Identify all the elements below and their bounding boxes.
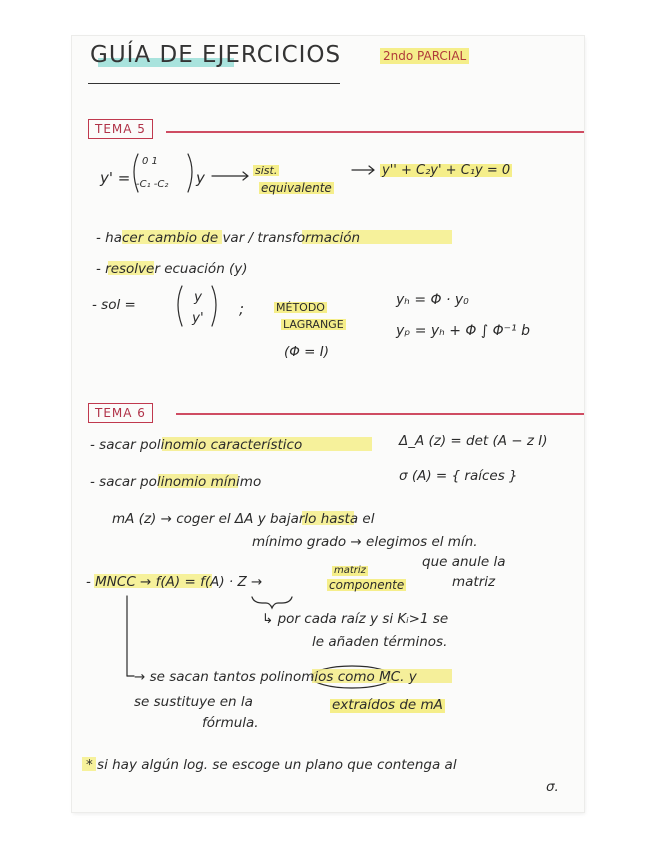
sol-vector-yprime: y' xyxy=(192,310,204,326)
sol-right-paren xyxy=(212,286,216,326)
section-rule-tema5 xyxy=(166,131,584,133)
ma-line-3: que anule la xyxy=(422,554,506,570)
componente-label: componente xyxy=(329,578,405,592)
page-subtitle: 2ndo PARCIAL xyxy=(380,48,469,64)
sol-vector-y: y xyxy=(194,289,202,305)
bullet-solve-eq: - resolver ecuación (y) xyxy=(96,261,248,277)
matrix-right-paren xyxy=(188,154,192,192)
bullet-change-var: - hacer cambio de var / transformación xyxy=(96,230,361,246)
notebook-page xyxy=(72,36,584,812)
section-label-tema6: TEMA 6 xyxy=(88,403,153,423)
title-underline xyxy=(88,83,340,84)
section-label-tema5: TEMA 5 xyxy=(88,119,153,139)
arrow-icon xyxy=(352,166,374,174)
formula-label: fórmula. xyxy=(202,715,259,731)
section-rule-tema6 xyxy=(176,413,584,415)
sol-label: - sol = xyxy=(92,297,136,313)
phi-identity: (Φ = I) xyxy=(284,344,330,360)
rule-line-1: ↳ por cada raíz y si Kᵢ>1 se xyxy=(262,611,449,627)
matrix-row-1: 0 1 xyxy=(142,156,158,167)
log-note-sigma: σ. xyxy=(546,779,559,795)
sol-left-paren xyxy=(178,286,182,326)
page-title: GUÍA DE EJERCICIOS xyxy=(90,42,342,68)
semicolon: ; xyxy=(239,300,245,318)
lagrange-label: LAGRANGE xyxy=(283,318,344,331)
state-eq-y: y xyxy=(196,169,205,187)
sacan-line-1: → se sacan tantos polinomios como MC. y xyxy=(134,669,417,685)
matriz-label: matriz xyxy=(452,574,496,590)
yh-formula: yₕ = Φ · y₀ xyxy=(396,292,469,308)
extraidos-label: extraídos de mA xyxy=(332,697,443,713)
yp-formula: yₚ = yₕ + Φ ∫ Φ⁻¹ b xyxy=(396,323,530,339)
sacan-line-2: se sustituye en la xyxy=(134,694,253,710)
rule-line-2: le añaden términos. xyxy=(312,634,448,650)
ma-line-2: mínimo grado → elegimos el mín. xyxy=(252,534,478,550)
state-eq-lhs: y' = xyxy=(100,169,131,187)
bullet-char-poly: - sacar polinomio característico xyxy=(90,437,303,453)
matrix-row-2: -C₁ -C₂ xyxy=(136,179,169,190)
brace-icon xyxy=(252,597,292,608)
arrow-icon xyxy=(212,172,248,180)
ma-line-1: mA (z) → coger el ΔA y bajarlo hasta el xyxy=(112,511,375,527)
matriz-superscript: matriz xyxy=(334,565,366,576)
log-note: * si hay algún log. se escoge un plano que contenga al xyxy=(86,757,457,773)
second-order-ode: y'' + C₂y' + C₁y = 0 xyxy=(382,163,511,178)
equivalente-label: equivalente xyxy=(261,181,332,195)
bullet-min-poly: - sacar polinomio mínimo xyxy=(90,474,262,490)
mncc-line: - MNCC → f(A) = f(A) · Z → xyxy=(86,574,263,590)
sigma-roots: σ (A) = { raíces } xyxy=(399,468,518,484)
metodo-label: MÉTODO xyxy=(276,301,325,314)
sist-label: sist. xyxy=(255,164,278,177)
delta-formula: Δ_A (z) = det (A − z I) xyxy=(399,433,548,449)
